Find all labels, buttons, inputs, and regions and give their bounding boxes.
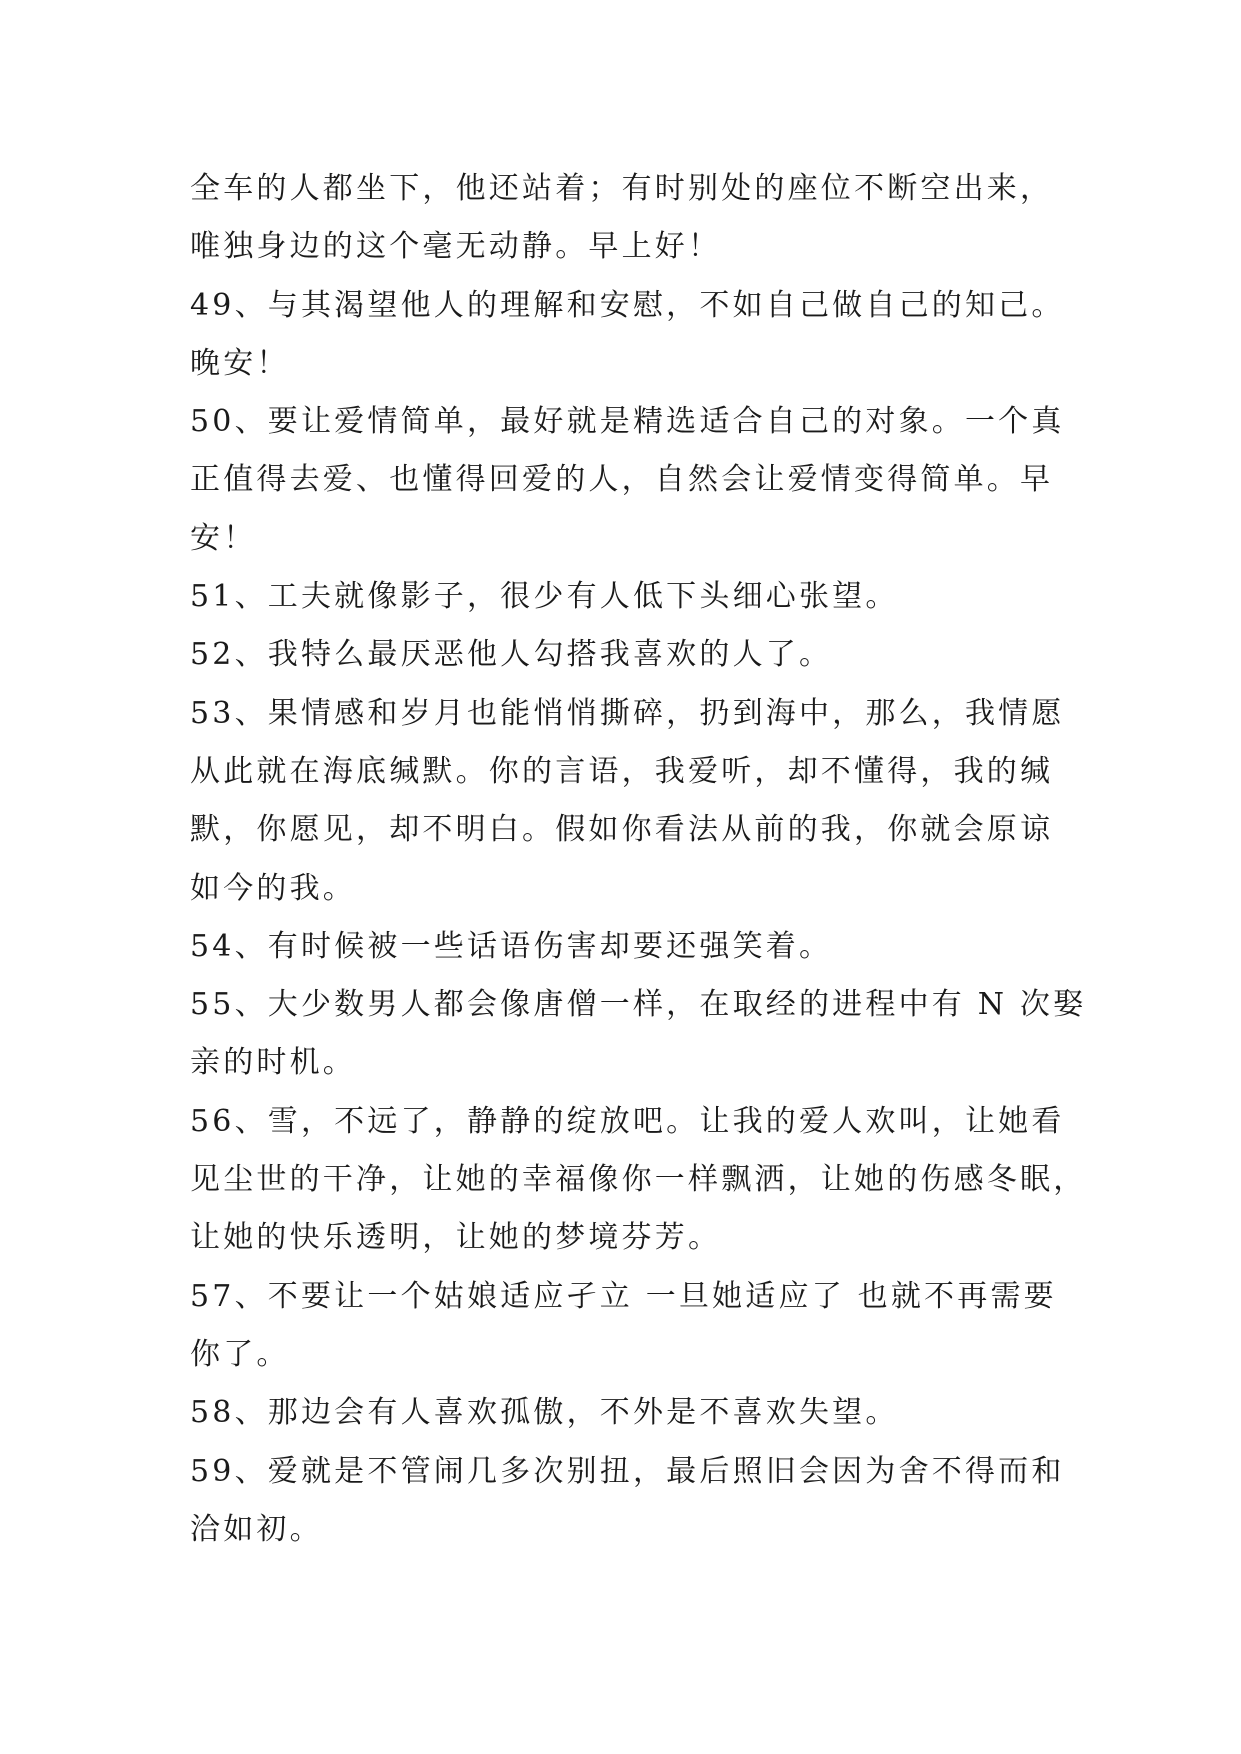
text-line: 正值得去爱、也懂得回爱的人，自然会让爱情变得简单。早 (190, 462, 1054, 498)
text-line: 如今的我。 (190, 870, 356, 906)
text-line: 安！ (190, 520, 257, 556)
text-line: 亲的时机。 (190, 1045, 356, 1081)
text-line: 见尘世的干净，让她的幸福像你一样飘洒，让她的伤感冬眠， (190, 1162, 1087, 1198)
document-body (190, 160, 1090, 1559)
text-line: 洽如初。 (190, 1511, 323, 1547)
text-line: 唯独身边的这个毫无动静。早上好！ (190, 229, 722, 265)
text-line: 你了。 (190, 1336, 290, 1372)
text-line: 55、大少数男人都会像唐僧一样，在取经的进程中有 N 次娶 (190, 987, 1087, 1023)
text-line: 59、爱就是不管闹几多次别扭，最后照旧会因为舍不得而和 (190, 1453, 1065, 1489)
text-line: 全车的人都坐下，他还站着；有时别处的座位不断空出来， (190, 171, 1054, 206)
text-line: 58、那边会有人喜欢孤傲，不外是不喜欢失望。 (190, 1395, 899, 1431)
text-line: 53、果情感和岁月也能悄悄撕碎，扔到海中，那么，我情愿 (190, 695, 1065, 731)
text-line: 50、要让爱情简单，最好就是精选适合自己的对象。一个真 (190, 404, 1065, 440)
text-line: 56、雪，不远了，静静的绽放吧。让我的爱人欢叫，让她看 (190, 1103, 1065, 1139)
text-line: 57、不要让一个姑娘适应孑立 一旦她适应了 也就不再需要 (190, 1278, 1057, 1314)
text-line: 晚安！ (190, 345, 290, 381)
text-line: 让她的快乐透明，让她的梦境芬芳。 (190, 1220, 722, 1256)
text-line: 51、工夫就像影子，很少有人低下头细心张望。 (190, 579, 899, 615)
text-line: 52、我特么最厌恶他人勾搭我喜欢的人了。 (190, 637, 833, 673)
text-line: 从此就在海底缄默。你的言语，我爱听，却不懂得，我的缄 (190, 753, 1054, 789)
text-line: 54、有时候被一些话语伤害却要还强笑着。 (190, 928, 833, 964)
text-line: 默，你愿见，却不明白。假如你看法从前的我，你就会原谅 (190, 812, 1054, 848)
text-line: 49、与其渴望他人的理解和安慰，不如自己做自己的知己。 (190, 287, 1065, 323)
